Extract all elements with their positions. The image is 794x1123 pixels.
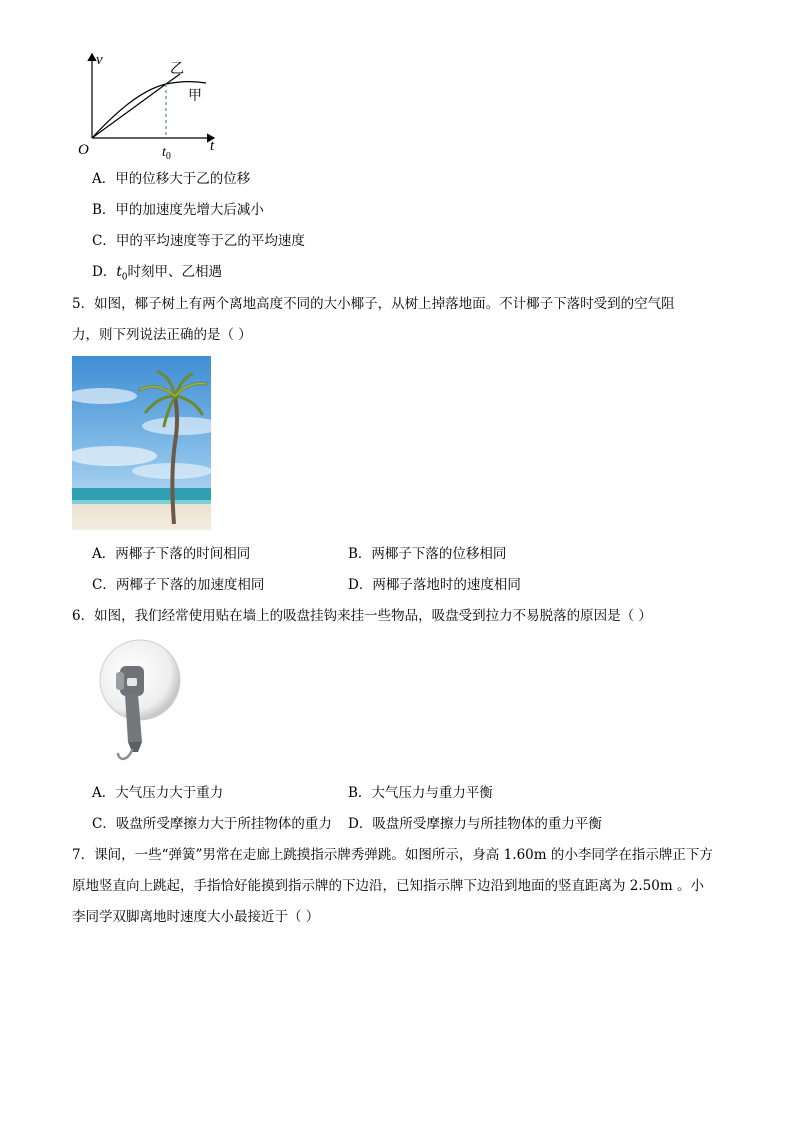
q5-option-a: A．两椰子下落的时间相同 bbox=[92, 546, 251, 562]
q7-stem-line2: 原地竖直向上跳起，手指恰好能摸到指示牌的下边沿，已知指示牌下边沿到地面的竖直距离为 2.50m 。小 bbox=[72, 878, 704, 894]
q5-stem-line2: 力，则下列说法正确的是（ ） bbox=[72, 327, 252, 343]
curve-jia-label: 甲 bbox=[188, 89, 202, 104]
q4-option-a: A．甲的位移大于乙的位移 bbox=[92, 171, 251, 187]
q5-stem-line1: 5．如图，椰子树上有两个离地高度不同的大小椰子，从树上掉落地面。不计椰子下落时受到的空气阻 bbox=[72, 296, 675, 312]
q6-option-d: D．吸盘所受摩擦力与所挂物体的重力平衡 bbox=[348, 816, 602, 832]
curve-yi bbox=[92, 74, 180, 138]
q5-option-b: B．两椰子下落的位移相同 bbox=[348, 546, 507, 562]
v-axis-label: v bbox=[96, 52, 103, 68]
q5-option-d: D．两椰子落地时的速度相同 bbox=[348, 577, 521, 593]
q6-option-b: B．大气压力与重力平衡 bbox=[348, 785, 493, 801]
q4-option-d: D．$t_0$时刻甲、乙相遇 bbox=[92, 264, 222, 283]
q5-option-c: C．两椰子下落的加速度相同 bbox=[92, 577, 265, 593]
origin-label: O bbox=[78, 142, 89, 158]
t-axis-label: t bbox=[210, 138, 215, 154]
q6-option-c: C．吸盘所受摩擦力大于所挂物体的重力 bbox=[92, 816, 332, 832]
curve-yi-label: 乙 bbox=[170, 62, 184, 77]
q6-stem: 6．如图，我们经常使用贴在墙上的吸盘挂钩来挂一些物品，吸盘受到拉力不易脱落的原因是（ ） bbox=[72, 608, 652, 624]
palm-tree-photo bbox=[72, 356, 211, 530]
suction-hook-photo bbox=[98, 638, 188, 770]
vt-graph bbox=[76, 50, 226, 165]
q7-stem-line3: 李同学双脚离地时速度大小最接近于（ ） bbox=[72, 909, 320, 925]
q4-option-b: B．甲的加速度先增大后减小 bbox=[92, 202, 264, 218]
q7-stem-line1: 7．课间，一些“弹簧”男常在走廊上跳摸指示牌秀弹跳。如图所示，身高 1.60m 的小李同学在指示牌正下方 bbox=[72, 847, 713, 863]
t0-label: $t_0$ bbox=[162, 145, 171, 162]
q6-option-a: A．大气压力大于重力 bbox=[92, 785, 224, 801]
q4-option-c: C．甲的平均速度等于乙的平均速度 bbox=[92, 233, 305, 249]
